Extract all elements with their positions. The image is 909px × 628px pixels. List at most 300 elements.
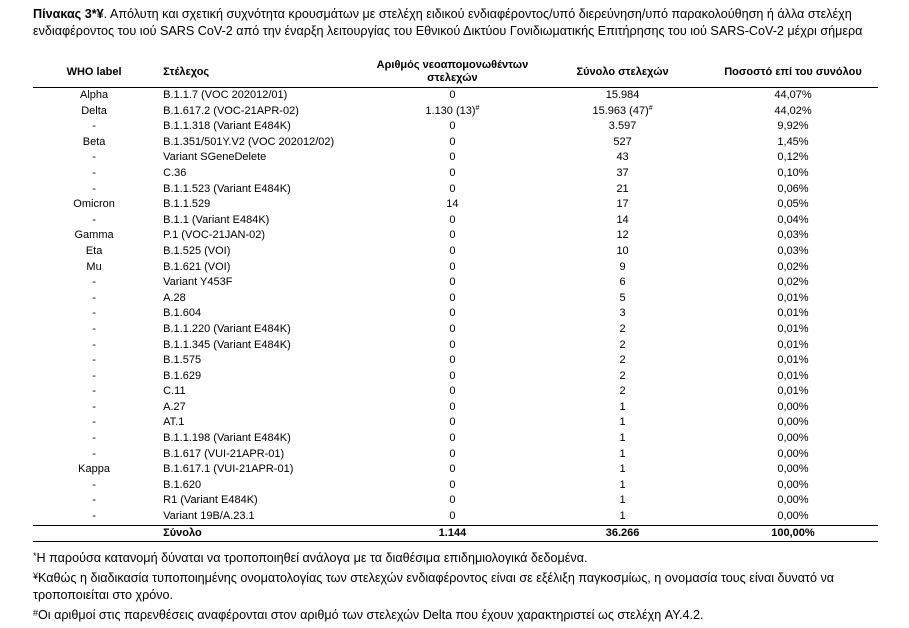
footnote (33, 548, 893, 568)
caption-text: . Απόλυτη και σχετική συχνότητα κρουσμάτων με στελέχη ειδικού ενδιαφέροντος/υπό διερεύνηση/υπό παρακολούθηση ή άλλα στελέχη ενδιαφέροντος του ιού SARS CoV-2 από την έναρξη λειτουργίας του Εθνικού Δικτύου Γονιδιωματικής Επιτήρησης του ιού SARS-CoV-2 μέχρι σήμερα (33, 7, 863, 38)
cell-total-strains (537, 182, 708, 198)
cell-percent (708, 150, 878, 166)
cell-new-isolates (368, 260, 537, 276)
cell-who-label-text: - (92, 166, 96, 179)
table-row (33, 306, 878, 322)
cell-strain-text: Variant SGeneDelete (163, 151, 267, 164)
cell-percent-text: 0,00% (777, 510, 809, 523)
cell-total-strains (537, 353, 708, 369)
cell-who-label (33, 135, 155, 151)
table-row (33, 135, 878, 151)
cell-new-isolates (368, 119, 537, 135)
cell-who-label-text: - (92, 276, 96, 289)
cell-total-strains (537, 228, 708, 244)
cell-percent (708, 338, 878, 354)
cell-total-strains-text: 1 (619, 447, 626, 460)
cell-new-isolates-text: 0 (449, 120, 456, 133)
cell-percent (708, 166, 878, 182)
cell-percent-text: 0,01% (777, 369, 809, 382)
table-row (33, 369, 878, 385)
cell-strain-text: B.1.575 (163, 354, 202, 367)
footnote-marker: # (648, 104, 653, 112)
cell-who-label-text: Mu (86, 260, 102, 273)
cell-strain (155, 338, 368, 354)
footnotes (33, 548, 893, 624)
cell-total-strains (537, 135, 708, 151)
cell-total-strains-text: 1 (619, 510, 626, 523)
cell-who-label (33, 384, 155, 400)
cell-who-label-text: - (92, 213, 96, 226)
cell-strain-text: B.1.617.2 (VOC-21APR-02) (163, 104, 299, 117)
cell-percent-text: 0,01% (777, 291, 809, 304)
cell-strain-text: B.1.617.1 (VUI-21APR-01) (163, 463, 294, 476)
cell-strain (155, 150, 368, 166)
cell-new-isolates (368, 291, 537, 307)
footnote-text: Η παρούσα κατανομή δύναται να τροποποιηθεί ανάλογα με τα διαθέσιμα επιδημιολογικά δεδομένα. (36, 551, 588, 565)
cell-percent (708, 197, 878, 213)
cell-percent-text: 0,00% (777, 432, 809, 445)
cell-who-label (33, 228, 155, 244)
cell-strain-text: R1 (Variant E484K) (163, 494, 258, 507)
cell-strain (155, 415, 368, 431)
cell-who-label-text: Eta (85, 244, 103, 257)
cell-total-strains-text: 1 (619, 478, 626, 491)
cell-new-isolates-text: 0 (449, 166, 456, 179)
cell-percent (708, 291, 878, 307)
cell-new-isolates-text: 0 (449, 151, 456, 164)
footnote-text: Οι αριθμοί στις παρενθέσεις αναφέρονται στον αριθμό των στελεχών Delta που έχουν χαρακτηριστεί ως στελέχη AY.4.2. (38, 607, 704, 622)
table-total-row (33, 525, 878, 542)
table-row (33, 431, 878, 447)
cell-who-label (33, 478, 155, 494)
cell-total-strains (537, 275, 708, 291)
cell-who-label-text: - (92, 307, 96, 320)
cell-strain (155, 135, 368, 151)
cell-who-label-text: - (92, 510, 96, 523)
cell-strain-text: B.1.1.220 (Variant E484K) (163, 322, 291, 335)
cell-new-isolates-text: 0 (449, 354, 456, 367)
cell-who-label-text: Omicron (73, 198, 115, 211)
cell-strain-text: B.1.620 (163, 478, 202, 491)
cell-who-label-text: - (92, 447, 96, 460)
cell-percent-text: 1,45% (777, 135, 809, 148)
cell-strain-text: B.1.604 (163, 307, 202, 320)
cell-strain-text: B.1.1.529 (163, 198, 211, 211)
cell-percent-text: 0,02% (777, 260, 809, 273)
cell-strain (155, 431, 368, 447)
cell-strain (155, 353, 368, 369)
cell-who-label-text: - (92, 322, 96, 335)
cell-who-label (33, 275, 155, 291)
table-header-row (33, 58, 878, 88)
cell-new-isolates (368, 462, 537, 478)
cell-who-label (33, 447, 155, 463)
cell-new-isolates-text: 0 (449, 463, 456, 476)
cell-total-strains-text: 2 (619, 354, 626, 367)
cell-percent-text: 0,03% (777, 244, 809, 257)
cell-total-strains (537, 462, 708, 478)
cell-new-isolates (368, 353, 537, 369)
cell-percent-text: 0,06% (777, 182, 809, 195)
table-row (33, 182, 878, 198)
footnote-symbol: * (33, 551, 37, 561)
total-new: 1.144 (368, 525, 537, 542)
cell-who-label (33, 182, 155, 198)
cell-percent (708, 228, 878, 244)
cell-new-isolates-text: 0 (449, 260, 456, 273)
cell-strain-text: B.1.1.345 (Variant E484K) (163, 338, 291, 351)
cell-strain-text: B.1.351/501Y.V2 (VOC 202012/02) (163, 135, 335, 148)
cell-strain-text: B.1.1.7 (VOC 202012/01) (163, 89, 288, 101)
cell-new-isolates-text: 0 (449, 400, 456, 413)
cell-new-isolates (368, 369, 537, 385)
cell-new-isolates (368, 275, 537, 291)
cell-percent (708, 462, 878, 478)
cell-who-label (33, 119, 155, 135)
cell-new-isolates-text: 0 (449, 276, 456, 289)
cell-new-isolates (368, 493, 537, 509)
cell-percent (708, 415, 878, 431)
cell-strain (155, 509, 368, 525)
cell-percent-text: 0,01% (777, 322, 809, 335)
cell-new-isolates-text: 0 (449, 291, 456, 304)
cell-strain (155, 384, 368, 400)
cell-total-strains (537, 104, 708, 120)
cell-new-isolates-text: 0 (449, 338, 456, 351)
cell-total-strains (537, 400, 708, 416)
cell-total-strains (537, 509, 708, 525)
cell-new-isolates-text: 0 (449, 322, 456, 335)
table-row (33, 338, 878, 354)
cell-percent (708, 119, 878, 135)
cell-strain (155, 244, 368, 260)
cell-who-label (33, 322, 155, 338)
cell-strain-text: B.1.617 (VUI-21APR-01) (163, 447, 285, 460)
cell-percent-text: 0,03% (777, 229, 809, 242)
cell-new-isolates (368, 244, 537, 260)
total-who-cell (33, 525, 155, 542)
cell-new-isolates (368, 228, 537, 244)
cell-new-isolates-text: 0 (449, 494, 456, 507)
cell-total-strains (537, 260, 708, 276)
cell-who-label-text: - (92, 369, 96, 382)
cell-strain (155, 447, 368, 463)
cell-strain-text: B.1.621 (VOI) (163, 260, 231, 273)
table-row (33, 384, 878, 400)
cell-who-label (33, 415, 155, 431)
cell-new-isolates-text: 14 (446, 198, 459, 211)
header-percent: Ποσοστό επί του συνόλου (708, 58, 878, 88)
cell-total-strains-text: 3.597 (608, 120, 637, 133)
cell-percent (708, 275, 878, 291)
footnote-symbol: # (33, 607, 39, 618)
footnote (33, 605, 893, 625)
cell-strain (155, 228, 368, 244)
cell-new-isolates-text: 0 (449, 182, 456, 195)
cell-new-isolates-text: 0 (449, 510, 456, 523)
cell-total-strains-text: 2 (619, 385, 626, 398)
cell-total-strains-text: 10 (616, 244, 629, 257)
cell-strain-text: Variant Y453F (163, 276, 233, 289)
cell-strain (155, 166, 368, 182)
cell-percent (708, 431, 878, 447)
cell-who-label (33, 431, 155, 447)
cell-new-isolates-text: 0 (449, 135, 456, 148)
cell-new-isolates (368, 509, 537, 525)
cell-percent-text: 0,00% (777, 494, 809, 507)
cell-new-isolates (368, 338, 537, 354)
cell-who-label-text: - (92, 400, 96, 413)
cell-total-strains (537, 150, 708, 166)
cell-who-label-text: - (92, 478, 96, 491)
cell-strain-text: B.1.629 (163, 369, 202, 382)
table-row (33, 493, 878, 509)
table-row (33, 119, 878, 135)
cell-who-label (33, 509, 155, 525)
table-row (33, 150, 878, 166)
cell-total-strains (537, 88, 708, 104)
table-row (33, 260, 878, 276)
table-row (33, 462, 878, 478)
cell-total-strains (537, 306, 708, 322)
cell-new-isolates (368, 384, 537, 400)
header-new-isolates: Αριθμός νεοαπομονωθέντων στελεχών (368, 58, 537, 88)
cell-new-isolates (368, 135, 537, 151)
cell-strain (155, 88, 368, 104)
cell-strain-text: AT.1 (163, 416, 185, 429)
cell-new-isolates (368, 447, 537, 463)
cell-strain-text: B.1.1.523 (Variant E484K) (163, 182, 291, 195)
cell-total-strains (537, 213, 708, 229)
cell-who-label (33, 353, 155, 369)
cell-strain-text: P.1 (VOC-21JAN-02) (163, 229, 266, 242)
cell-percent-text: 0,04% (777, 213, 809, 226)
cell-who-label (33, 150, 155, 166)
cell-who-label (33, 88, 155, 104)
footnote-text: Καθώς η διαδικασία τυποποιημένης ονοματολογίας των στελεχών ενδιαφέροντος είναι σε εξέλιξη παγκοσμίως, η ονομασία τους είναι δυνατό να τροποποιείται στο χρόνο. (33, 570, 835, 602)
cell-strain (155, 369, 368, 385)
cell-new-isolates-text: 0 (449, 229, 456, 242)
cell-strain (155, 462, 368, 478)
cell-total-strains-text: 17 (616, 198, 629, 211)
cell-percent (708, 182, 878, 198)
cell-percent (708, 260, 878, 276)
cell-percent (708, 353, 878, 369)
cell-new-isolates-text: 0 (449, 478, 456, 491)
table-row (33, 291, 878, 307)
cell-new-isolates-text: 0 (449, 432, 456, 445)
cell-total-strains-text: 12 (616, 229, 629, 242)
cell-who-label-text: - (92, 182, 96, 195)
cell-new-isolates-text: 0 (449, 416, 456, 429)
table-body (33, 88, 878, 526)
cell-percent (708, 493, 878, 509)
cell-who-label (33, 197, 155, 213)
cell-new-isolates (368, 88, 537, 104)
cell-total-strains (537, 415, 708, 431)
cell-percent (708, 244, 878, 260)
table-row (33, 353, 878, 369)
cell-percent (708, 400, 878, 416)
caption-label: Πίνακας 3*¥ (33, 7, 104, 21)
cell-new-isolates (368, 322, 537, 338)
cell-who-label-text: - (92, 416, 96, 429)
cell-percent (708, 104, 878, 120)
footnote-symbol: ¥ (33, 570, 39, 581)
cell-strain-text: Variant 19B/A.23.1 (163, 510, 255, 523)
header-who-label: WHO label (33, 58, 155, 88)
cell-strain (155, 104, 368, 120)
cell-who-label-text: - (92, 494, 96, 507)
cell-percent-text: 0,02% (777, 276, 809, 289)
cell-total-strains-text: 21 (616, 182, 629, 195)
cell-who-label-text: Kappa (78, 463, 110, 476)
cell-percent-text: 0,01% (777, 354, 809, 367)
table-row (33, 509, 878, 525)
cell-strain-text: B.1.525 (VOI) (163, 244, 231, 257)
cell-strain-text: B.1.1.318 (Variant E484K) (163, 120, 291, 133)
cell-new-isolates (368, 400, 537, 416)
cell-total-strains (537, 431, 708, 447)
table-row (33, 213, 878, 229)
cell-new-isolates-text: 1.130 (13) (425, 104, 476, 117)
cell-who-label (33, 213, 155, 229)
cell-percent (708, 213, 878, 229)
cell-total-strains-text: 37 (616, 166, 629, 179)
cell-who-label-text: - (92, 120, 96, 133)
cell-new-isolates-text: 0 (449, 385, 456, 398)
cell-percent-text: 0,12% (777, 151, 809, 164)
table-row (33, 88, 878, 104)
cell-who-label (33, 493, 155, 509)
table-row (33, 400, 878, 416)
table-row (33, 166, 878, 182)
cell-percent-text: 0,00% (777, 400, 809, 413)
cell-total-strains (537, 119, 708, 135)
cell-strain-text: A.27 (163, 400, 186, 413)
cell-new-isolates-text: 0 (449, 89, 456, 101)
cell-total-strains-text: 527 (613, 135, 632, 148)
table-row (33, 415, 878, 431)
cell-percent (708, 509, 878, 525)
cell-new-isolates (368, 150, 537, 166)
cell-total-strains-text: 43 (616, 151, 629, 164)
cell-total-strains (537, 291, 708, 307)
footnote-marker: # (475, 104, 480, 112)
cell-percent (708, 88, 878, 104)
cell-total-strains-text: 1 (619, 494, 626, 507)
cell-who-label (33, 462, 155, 478)
cell-who-label-text: - (92, 385, 96, 398)
table-row (33, 447, 878, 463)
cell-total-strains (537, 244, 708, 260)
cell-who-label-text: - (92, 291, 96, 304)
cell-percent-text: 0,05% (777, 198, 809, 211)
total-total: 36.266 (537, 525, 708, 542)
variants-table (33, 58, 878, 542)
cell-percent-text: 44,07% (774, 89, 812, 101)
table-row (33, 197, 878, 213)
cell-new-isolates (368, 104, 537, 120)
table-row (33, 104, 878, 120)
cell-new-isolates (368, 197, 537, 213)
total-percent: 100,00% (708, 525, 878, 542)
cell-total-strains (537, 197, 708, 213)
cell-strain (155, 182, 368, 198)
cell-percent-text: 44,02% (774, 104, 812, 117)
cell-new-isolates (368, 182, 537, 198)
cell-total-strains-text: 2 (619, 338, 626, 351)
cell-who-label (33, 306, 155, 322)
cell-who-label-text: Beta (82, 135, 106, 148)
table-row (33, 228, 878, 244)
cell-who-label-text: - (92, 338, 96, 351)
cell-percent-text: 0,01% (777, 307, 809, 320)
cell-new-isolates (368, 166, 537, 182)
cell-total-strains-text: 14 (616, 213, 629, 226)
cell-total-strains-text: 1 (619, 400, 626, 413)
cell-total-strains (537, 322, 708, 338)
cell-percent (708, 384, 878, 400)
cell-percent-text: 9,92% (777, 120, 809, 133)
table-row (33, 478, 878, 494)
cell-strain (155, 291, 368, 307)
cell-new-isolates-text: 0 (449, 213, 456, 226)
cell-percent (708, 478, 878, 494)
cell-percent (708, 322, 878, 338)
cell-strain (155, 322, 368, 338)
cell-percent-text: 0,00% (777, 416, 809, 429)
cell-who-label (33, 104, 155, 120)
cell-percent-text: 0,00% (777, 478, 809, 491)
table-caption (33, 6, 883, 39)
cell-who-label-text: - (92, 151, 96, 164)
cell-who-label-text: - (92, 354, 96, 367)
cell-percent (708, 447, 878, 463)
cell-strain-text: A.28 (163, 291, 186, 304)
cell-percent-text: 0,00% (777, 463, 809, 476)
cell-total-strains (537, 478, 708, 494)
cell-total-strains-text: 1 (619, 416, 626, 429)
cell-strain (155, 400, 368, 416)
footnote (33, 568, 893, 605)
cell-strain (155, 197, 368, 213)
cell-total-strains-text: 5 (619, 291, 626, 304)
cell-total-strains-text: 15.963 (47) (592, 104, 649, 117)
cell-new-isolates (368, 478, 537, 494)
cell-who-label (33, 291, 155, 307)
cell-percent (708, 135, 878, 151)
cell-strain-text: C.11 (163, 385, 186, 398)
cell-new-isolates-text: 0 (449, 447, 456, 460)
cell-new-isolates-text: 0 (449, 244, 456, 257)
cell-new-isolates (368, 306, 537, 322)
cell-strain (155, 260, 368, 276)
cell-percent (708, 369, 878, 385)
header-total-strains: Σύνολο στελεχών (537, 58, 708, 88)
cell-who-label (33, 369, 155, 385)
cell-who-label (33, 338, 155, 354)
cell-total-strains-text: 2 (619, 369, 626, 382)
cell-total-strains-text: 2 (619, 322, 626, 335)
cell-new-isolates (368, 415, 537, 431)
cell-total-strains-text: 1 (619, 432, 626, 445)
cell-total-strains (537, 447, 708, 463)
cell-total-strains-text: 6 (619, 276, 626, 289)
cell-total-strains (537, 369, 708, 385)
cell-percent (708, 306, 878, 322)
header-strain: Στέλεχος (155, 58, 368, 88)
